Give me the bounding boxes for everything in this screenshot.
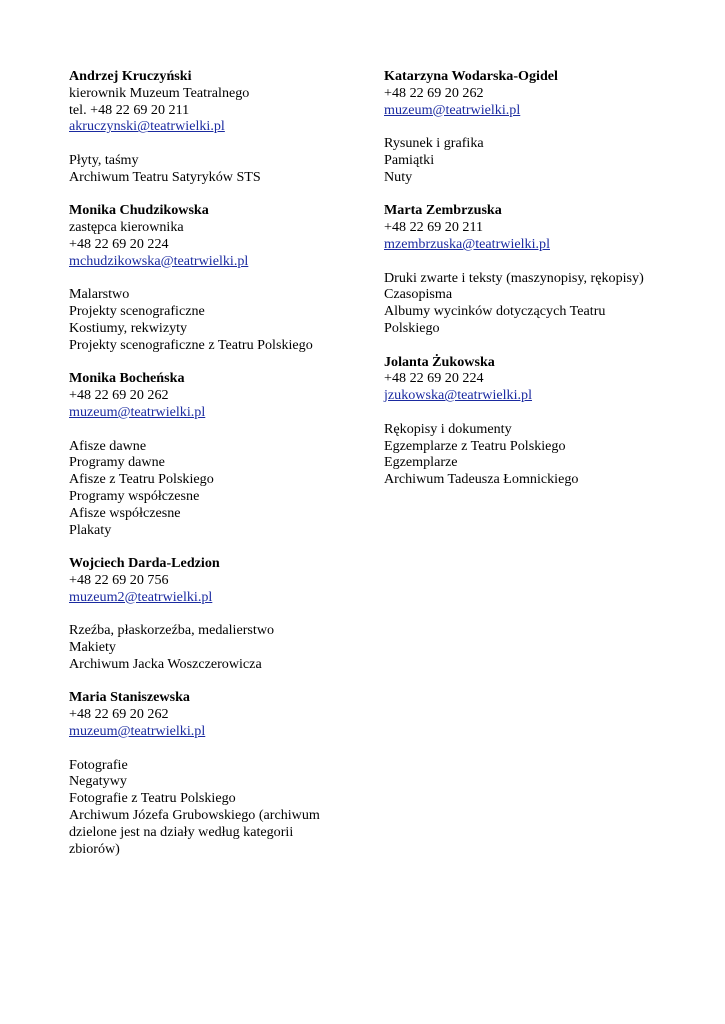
email-link[interactable]: mchudzikowska@teatrwielki.pl — [69, 252, 249, 269]
contact-name: Wojciech Darda-Ledzion — [69, 555, 220, 572]
contact-info-line: +48 22 69 20 224 — [69, 235, 169, 252]
collection-item: Egzemplarze z Teatru Polskiego — [384, 437, 566, 454]
collection-list — [384, 135, 654, 185]
collection-item: Negatywy — [69, 773, 127, 790]
collection-list — [69, 152, 339, 186]
left-column — [69, 68, 339, 874]
contact-info-line: +48 22 69 20 262 — [69, 706, 169, 723]
email-link[interactable]: muzeum@teatrwielki.pl — [69, 403, 206, 420]
collection-item: Programy dawne — [69, 454, 165, 471]
contact-block — [384, 202, 654, 252]
collection-item: Rękopisy i dokumenty — [384, 420, 512, 437]
email-link[interactable]: muzeum@teatrwielki.pl — [69, 723, 206, 740]
collection-item: Projekty scenograficzne z Teatru Polskiego — [69, 336, 313, 353]
collection-item: Makiety — [69, 639, 116, 656]
collection-item: Kostiumy, rekwizyty — [69, 319, 188, 336]
email-link[interactable]: mzembrzuska@teatrwielki.pl — [384, 235, 550, 252]
contact-block — [384, 354, 654, 404]
contact-name: Katarzyna Wodarska-Ogidel — [384, 68, 558, 84]
collection-item: Nuty — [384, 168, 413, 185]
contact-name: Jolanta Żukowska — [384, 353, 495, 370]
contact-name: Monika Bocheńska — [69, 370, 185, 387]
collection-item: Płyty, taśmy — [69, 151, 139, 168]
contact-block — [69, 689, 339, 739]
contact-block — [69, 370, 339, 420]
collection-item: Pamiątki — [384, 151, 435, 168]
contact-info-line: +48 22 69 20 224 — [384, 370, 484, 387]
collection-item: Programy współczesne — [69, 487, 200, 504]
collection-list — [69, 286, 339, 353]
collection-list — [69, 757, 339, 858]
contact-info-line: kierownik Muzeum Teatralnego — [69, 84, 250, 101]
collection-item: dzielone jest na działy według kategorii — [69, 823, 294, 840]
collection-item: Archiwum Józefa Grubowskiego (archiwum — [69, 807, 320, 824]
collection-list — [69, 622, 339, 672]
collection-item: Archiwum Teatru Satyryków STS — [69, 168, 261, 185]
contact-name: Andrzej Kruczyński — [69, 68, 192, 84]
collection-item: Fotografie — [69, 756, 128, 773]
contact-info-line: +48 22 69 20 211 — [384, 219, 484, 236]
email-link[interactable]: jzukowska@teatrwielki.pl — [384, 387, 533, 404]
email-link[interactable]: akruczynski@teatrwielki.pl — [69, 118, 225, 135]
contact-name: Maria Staniszewska — [69, 689, 190, 706]
collection-item: Rysunek i grafika — [384, 135, 484, 152]
collection-item: Egzemplarze — [384, 454, 458, 471]
right-column — [384, 68, 654, 505]
email-link[interactable]: muzeum@teatrwielki.pl — [384, 101, 521, 118]
collection-item: Archiwum Jacka Woszczerowicza — [69, 655, 262, 672]
contact-info-line: +48 22 69 20 262 — [69, 387, 169, 404]
collection-item: Afisze z Teatru Polskiego — [69, 471, 214, 488]
contact-block — [69, 555, 339, 605]
collection-item: Afisze współczesne — [69, 504, 181, 521]
contact-info-line: tel. +48 22 69 20 211 — [69, 101, 190, 118]
contact-block — [384, 68, 654, 118]
collection-item: Czasopisma — [384, 286, 453, 303]
contact-name: Marta Zembrzuska — [384, 202, 502, 219]
email-link[interactable]: muzeum2@teatrwielki.pl — [69, 588, 213, 605]
collection-item: Archiwum Tadeusza Łomnickiego — [384, 471, 579, 488]
collection-list — [69, 438, 339, 539]
collection-list — [384, 270, 654, 337]
contact-name: Monika Chudzikowska — [69, 202, 209, 219]
collection-item: Albumy wycinków dotyczących Teatru — [384, 303, 606, 320]
collection-item: Plakaty — [69, 521, 112, 538]
collection-item: Malarstwo — [69, 286, 130, 303]
collection-item: Fotografie z Teatru Polskiego — [69, 790, 236, 807]
contact-block — [69, 68, 339, 135]
contact-block — [69, 202, 339, 269]
collection-item: Afisze dawne — [69, 437, 147, 454]
collection-item: Polskiego — [384, 319, 440, 336]
collection-item: Projekty scenograficzne — [69, 303, 205, 320]
contact-info-line: +48 22 69 20 756 — [69, 571, 169, 588]
contact-info-line: zastępca kierownika — [69, 219, 184, 236]
collection-list — [384, 421, 654, 488]
collection-item: Rzeźba, płaskorzeźba, medalierstwo — [69, 622, 275, 639]
collection-item: Druki zwarte i teksty (maszynopisy, rękopisy) — [384, 269, 644, 286]
collection-item: zbiorów) — [69, 840, 120, 857]
contact-info-line: +48 22 69 20 262 — [384, 84, 484, 101]
